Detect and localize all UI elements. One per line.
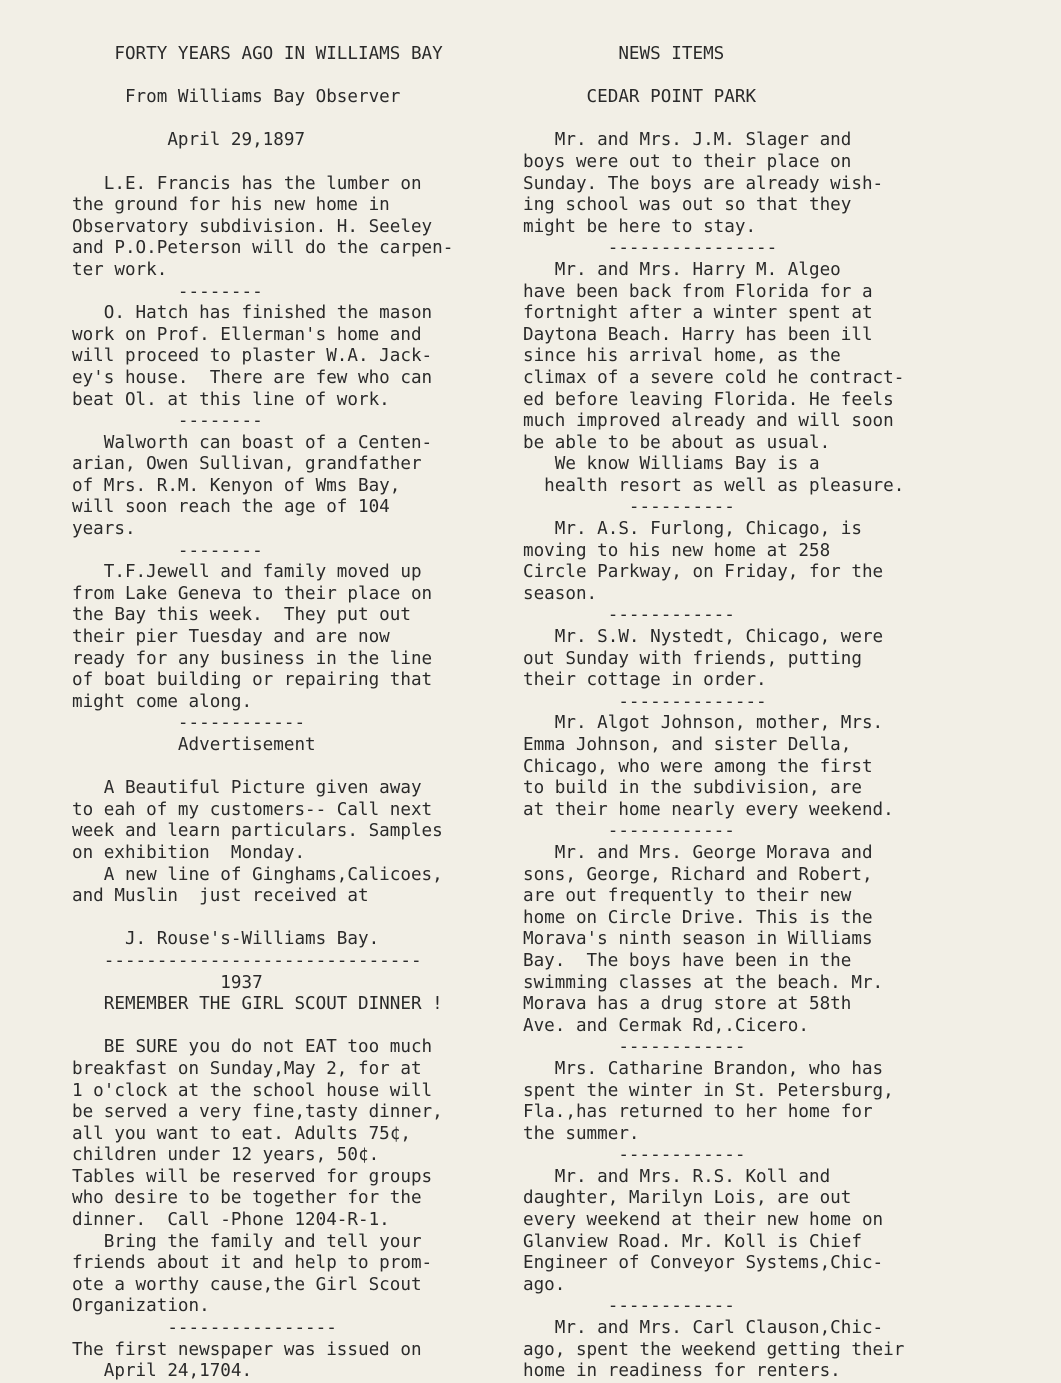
right-column-line: much improved already and will soon [523, 411, 894, 432]
right-column-line: Mr. and Mrs. Carl Clauson,Chic- [523, 1318, 884, 1339]
left-column-line: work on Prof. Ellerman's home and [72, 324, 422, 345]
left-column-line: will soon reach the age of 104 [72, 497, 390, 518]
left-column-line: to eah of my customers-- Call next [72, 799, 433, 820]
right-column-line: the summer. [523, 1123, 640, 1144]
left-column-line: Tables will be reserved for groups [72, 1166, 433, 1187]
left-column-line: L.E. Francis has the lumber on [72, 173, 422, 194]
right-column-line [523, 109, 993, 131]
right-column-line: ed before leaving Florida. He feels [523, 389, 894, 410]
right-column-line: ------------ [523, 821, 735, 842]
left-column-line [72, 1016, 522, 1038]
left-column-line: FORTY YEARS AGO IN WILLIAMS BAY [72, 44, 443, 64]
right-column-line: Morava's ninth season in Williams [523, 929, 873, 950]
left-column-line: breakfast on Sunday,May 2, for at [72, 1058, 422, 1079]
left-column-line: A Beautiful Picture given away [72, 778, 422, 799]
right-column-line: be able to be about as usual. [523, 432, 831, 453]
left-column-line: A new line of Ginghams,Calicoes, [72, 864, 443, 885]
left-column-line: 1 o'clock at the school house will [72, 1080, 433, 1101]
left-column-line: beat Ol. at this line of work. [72, 389, 390, 410]
right-column-line: swimming classes at the beach. Mr. [523, 972, 884, 993]
left-column-line: Organization. [72, 1296, 210, 1317]
right-column-line: since his arrival home, as the [523, 346, 841, 367]
right-column-line: Morava has a drug store at 58th [523, 994, 852, 1015]
right-column-line: Mr. and Mrs. R.S. Koll and [523, 1166, 831, 1187]
right-column-line: season. [523, 583, 598, 604]
right-column-line: out Sunday with friends, putting [523, 648, 862, 669]
left-column-line: ---------------- [72, 1318, 337, 1339]
left-column-line: From Williams Bay Observer [72, 87, 401, 108]
right-column-line: Fla.,has returned to her home for [523, 1102, 873, 1123]
left-column-line: their pier Tuesday and are now [72, 627, 390, 648]
right-column-line: CEDAR POINT PARK [523, 87, 757, 108]
left-column-line [72, 152, 522, 174]
right-column-line: daughter, Marilyn Lois, are out [523, 1188, 852, 1209]
right-column-line: home on Circle Drive. This is the [523, 907, 873, 928]
left-column-line: years. [72, 519, 136, 540]
right-column-line: Glanview Road. Mr. Koll is Chief [523, 1231, 862, 1252]
right-column-line: -------------- [523, 691, 767, 712]
right-column-line: Daytona Beach. Harry has been ill [523, 324, 873, 345]
left-column-line: April 29,1897 [72, 130, 306, 151]
right-column-line: to build in the subdivision, are [523, 778, 862, 799]
right-column-line: Mrs. Catharine Brandon, who has [523, 1058, 884, 1079]
left-column-line: Advertisement [72, 735, 316, 755]
right-column-line: Emma Johnson, and sister Della, [523, 735, 852, 755]
left-column-line: ready for any business in the line [72, 648, 433, 669]
left-column-line: REMEMBER THE GIRL SCOUT DINNER ! [72, 994, 443, 1015]
left-column-line: all you want to eat. Adults 75¢, [72, 1123, 411, 1144]
left-column-line: of Mrs. R.M. Kenyon of Wms Bay, [72, 475, 401, 496]
left-column-line: April 24,1704. [72, 1361, 253, 1382]
left-column-line: -------- [72, 540, 263, 561]
left-column-line: on exhibition Monday. [72, 842, 306, 863]
left-column-line: O. Hatch has finished the mason [72, 303, 433, 324]
right-column-line: ---------------- [523, 238, 778, 259]
right-column-line: Mr. and Mrs. J.M. Slager and [523, 130, 852, 151]
right-column-line: Mr. and Mrs. Harry M. Algeo [523, 259, 841, 280]
right-column-line: ------------ [523, 1145, 746, 1166]
right-column-line: moving to his new home at 258 [523, 540, 831, 561]
right-column-line: have been back from Florida for a [523, 281, 873, 302]
left-column-line: T.F.Jewell and family moved up [72, 562, 422, 583]
left-column-line: The first newspaper was issued on [72, 1339, 422, 1360]
right-column-line: Bay. The boys have been in the [523, 950, 852, 971]
right-column-line: ago. [523, 1274, 566, 1295]
right-column-line: health resort as well as pleasure. [523, 475, 905, 496]
left-column-line: the ground for his new home in [72, 195, 390, 216]
left-column-line: and Muslin just received at [72, 886, 369, 907]
right-column-line: Mr. Algot Johnson, mother, Mrs. [523, 713, 884, 734]
right-column-line: climax of a severe cold he contract- [523, 367, 905, 388]
right-column-line: Engineer of Conveyor Systems,Chic- [523, 1253, 884, 1274]
right-column-line: are out frequently to their new [523, 886, 852, 907]
left-column-line: ey's house. There are few who can [72, 367, 433, 388]
right-column-line: ing school was out so that they [523, 195, 852, 216]
left-column-line: of boat building or repairing that [72, 670, 433, 691]
left-column-line: Observatory subdivision. H. Seeley [72, 216, 433, 237]
left-column-line: -------- [72, 411, 263, 432]
left-column-line: the Bay this week. They put out [72, 605, 411, 626]
left-column-line [72, 109, 522, 131]
right-column-line: Ave. and Cermak Rd,.Cicero. [523, 1015, 809, 1036]
right-column-line: their cottage in order. [523, 670, 767, 691]
left-column [72, 44, 522, 1383]
right-column-line: sons, George, Richard and Robert, [523, 864, 873, 885]
left-column-line: ter work. [72, 259, 168, 280]
right-column-line: might be here to stay. [523, 216, 757, 237]
left-column-line: who desire to be together for the [72, 1188, 422, 1209]
left-column-line [72, 908, 522, 930]
right-column [523, 44, 993, 1383]
right-column-line [523, 66, 993, 88]
left-column-line: friends about it and help to prom- [72, 1253, 433, 1274]
right-column-line: ---------- [523, 497, 735, 518]
left-column-line: Walworth can boast of a Centen- [72, 432, 433, 453]
left-column-line: children under 12 years, 50¢. [72, 1145, 380, 1166]
left-column-line: dinner. Call -Phone 1204-R-1. [72, 1210, 390, 1231]
left-column-line: be served a very fine,tasty dinner, [72, 1102, 443, 1123]
right-column-line: every weekend at their new home on [523, 1210, 884, 1231]
right-column-line: ago, spent the weekend getting their [523, 1339, 905, 1360]
right-column-line: spent the winter in St. Petersburg, [523, 1080, 894, 1101]
left-column-line: ------------------------------ [72, 950, 422, 971]
right-column-line: fortnight after a winter spent at [523, 303, 873, 324]
left-column-line: -------- [72, 281, 263, 302]
right-column-line: boys were out to their place on [523, 151, 852, 172]
right-column-line: We know Williams Bay is a [523, 454, 820, 475]
left-column-line: might come along. [72, 691, 253, 712]
left-column-line: ote a worthy cause,the Girl Scout [72, 1274, 422, 1295]
right-column-line: at their home nearly every weekend. [523, 799, 894, 820]
left-column-line: week and learn particulars. Samples [72, 821, 443, 842]
left-column-line: J. Rouse's-Williams Bay. [72, 929, 380, 950]
right-column-line: Sunday. The boys are already wish- [523, 173, 884, 194]
right-column-line: NEWS ITEMS [523, 44, 725, 64]
left-column-line: arian, Owen Sullivan, grandfather [72, 454, 422, 475]
left-column-line: will proceed to plaster W.A. Jack- [72, 346, 433, 367]
left-column-line: BE SURE you do not EAT too much [72, 1037, 433, 1058]
right-column-line: Circle Parkway, on Friday, for the [523, 562, 884, 583]
left-column-line: Bring the family and tell your [72, 1231, 422, 1252]
right-column-line: ------------ [523, 1037, 746, 1058]
right-column-line: Chicago, who were among the first [523, 756, 873, 777]
left-column-line [72, 66, 522, 88]
right-column-line: home in readiness for renters. [523, 1361, 841, 1382]
right-column-line: ------------ [523, 1296, 735, 1317]
left-column-line [72, 757, 522, 779]
left-column-line: from Lake Geneva to their place on [72, 583, 433, 604]
left-column-line: and P.O.Peterson will do the carpen- [72, 238, 454, 259]
left-column-line: ------------ [72, 713, 306, 734]
right-column-line: Mr. and Mrs. George Morava and [523, 842, 873, 863]
left-column-line: 1937 [72, 972, 263, 993]
right-column-line: ------------ [523, 605, 735, 626]
right-column-line: Mr. S.W. Nystedt, Chicago, were [523, 627, 884, 648]
right-column-line: Mr. A.S. Furlong, Chicago, is [523, 519, 862, 540]
